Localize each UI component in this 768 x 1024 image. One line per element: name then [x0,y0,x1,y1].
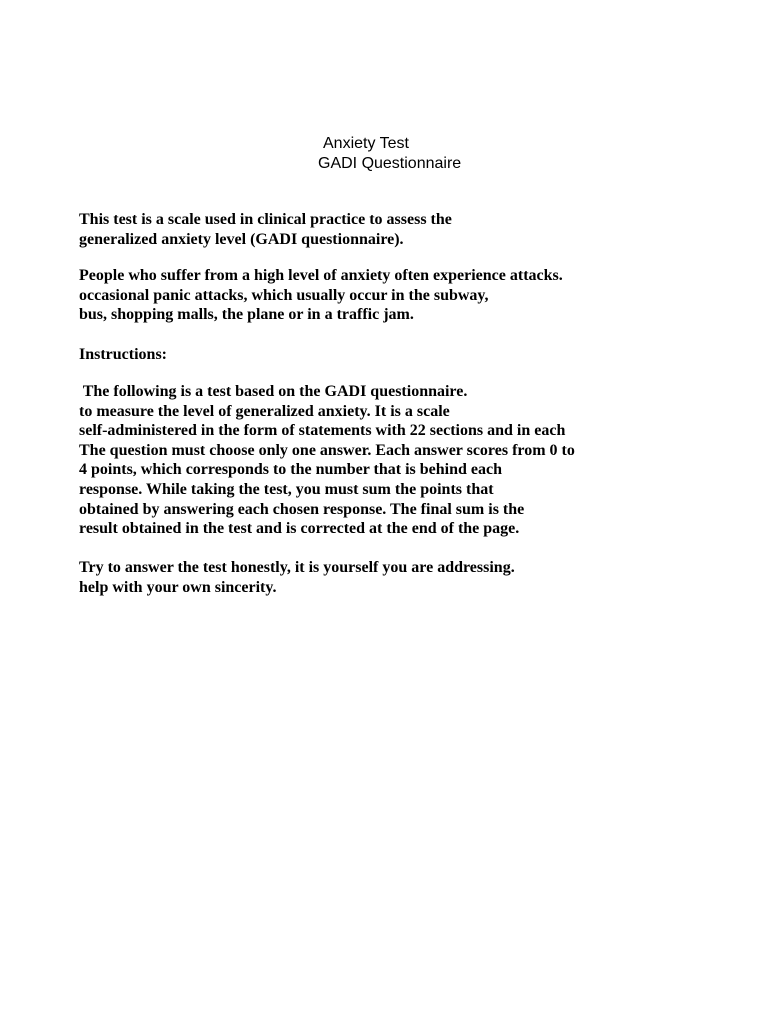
document-title: Anxiety Test [323,135,409,152]
document-subtitle: GADI Questionnaire [318,155,462,172]
honesty-line: help with your own sincerity. [79,578,277,596]
honesty-paragraph [79,558,515,597]
instructions-line: obtained by answering each chosen response. The final sum is the [79,500,525,518]
panic-line: People who suffer from a high level of anxiety often experience attacks. [79,267,563,284]
panic-line: occasional panic attacks, which usually occur in the subway, [79,286,489,304]
instructions-line: response. While taking the test, you must sum the points that [79,480,494,498]
intro-line: This test is a scale used in clinical practice to assess the [79,211,452,228]
instructions-line: The question must choose only one answer. Each answer scores from 0 to [79,441,575,459]
intro-paragraph [79,210,452,249]
intro-line: generalized anxiety level (GADI questionnaire). [79,230,404,248]
panic-paragraph [79,266,563,325]
instructions-line: to measure the level of generalized anxiety. It is a scale [79,402,450,420]
instructions-heading-text: Instructions: [79,346,168,363]
panic-line: bus, shopping malls, the plane or in a traffic jam. [79,306,414,324]
instructions-heading [79,345,167,365]
instructions-line: The following is a test based on the GADI questionnaire. [79,383,468,400]
instructions-paragraph [79,382,575,539]
instructions-line: 4 points, which corresponds to the number that is behind each [79,461,503,479]
instructions-line: self-administered in the form of statements with 22 sections and in each [79,422,566,440]
honesty-line: Try to answer the test honestly, it is yourself you are addressing. [79,559,515,576]
instructions-line: result obtained in the test and is corrected at the end of the page. [79,520,520,538]
